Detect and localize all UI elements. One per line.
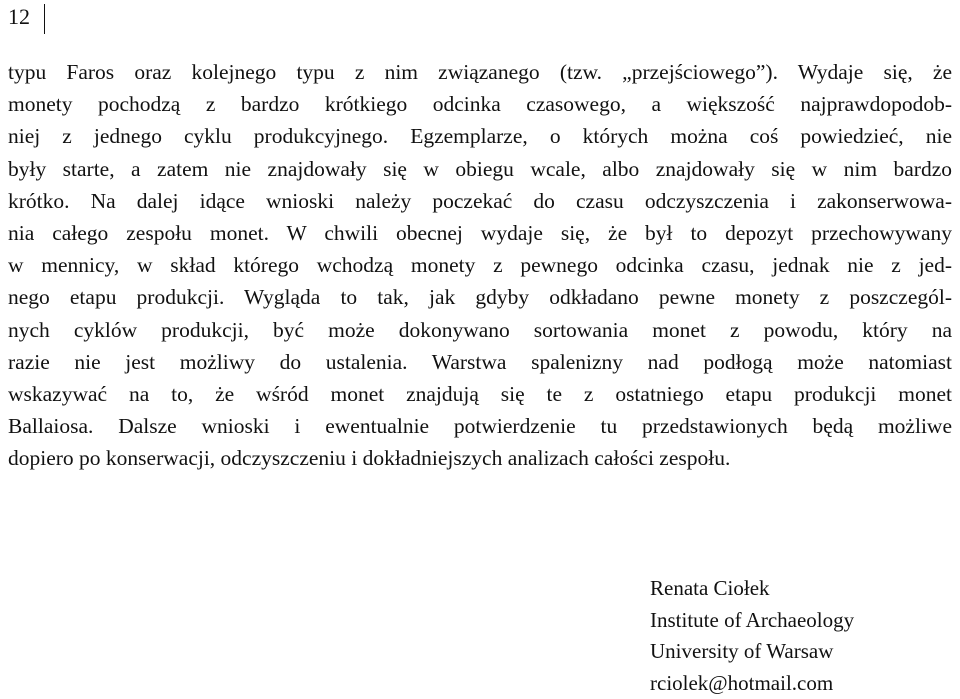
author-name: Renata Ciołek	[650, 573, 950, 605]
body-line: nia całego zespołu monet. W chwili obecnej wydaje się, że był to depozyt przechowywany	[8, 217, 952, 249]
body-line: dopiero po konserwacji, odczyszczeniu i dokładniejszych analizach całości zespołu.	[8, 442, 952, 474]
body-paragraph	[8, 56, 952, 475]
body-line: typu Faros oraz kolejnego typu z nim związanego (tzw. „przejściowego”). Wydaje się, że	[8, 56, 952, 88]
body-line: nych cyklów produkcji, być może dokonywano sortowania monet z powodu, który na	[8, 314, 952, 346]
body-line: w mennicy, w skład którego wchodzą monety z pewnego odcinka czasu, jednak nie z jed-	[8, 249, 952, 281]
body-line: były starte, a zatem nie znajdowały się w obiegu wcale, albo znajdowały się w nim bardzo	[8, 153, 952, 185]
page-number: 12	[8, 4, 30, 30]
author-institute: Institute of Archaeology	[650, 605, 950, 637]
body-line: nego etapu produkcji. Wygląda to tak, jak gdyby odkładano pewne monety z poszczegól-	[8, 281, 952, 313]
body-line: krótko. Na dalej idące wnioski należy poczekać do czasu odczyszczenia i zakonserwowa-	[8, 185, 952, 217]
body-line: Ballaiosa. Dalsze wnioski i ewentualnie potwierdzenie tu przedstawionych będą możliwe	[8, 410, 952, 442]
body-line: wskazywać na to, że wśród monet znajdują się te z ostatniego etapu produkcji monet	[8, 378, 952, 410]
author-email: rciolek@hotmail.com	[650, 668, 950, 699]
body-line: niej z jednego cyklu produkcyjnego. Egzemplarze, o których można coś powiedzieć, nie	[8, 120, 952, 152]
body-line: razie nie jest możliwy do ustalenia. Warstwa spalenizny nad podłogą może natomiast	[8, 346, 952, 378]
author-university: University of Warsaw	[650, 636, 950, 668]
header-divider	[44, 4, 45, 34]
author-signature	[650, 573, 950, 699]
body-line: monety pochodzą z bardzo krótkiego odcinka czasowego, a większość najprawdopodob-	[8, 88, 952, 120]
